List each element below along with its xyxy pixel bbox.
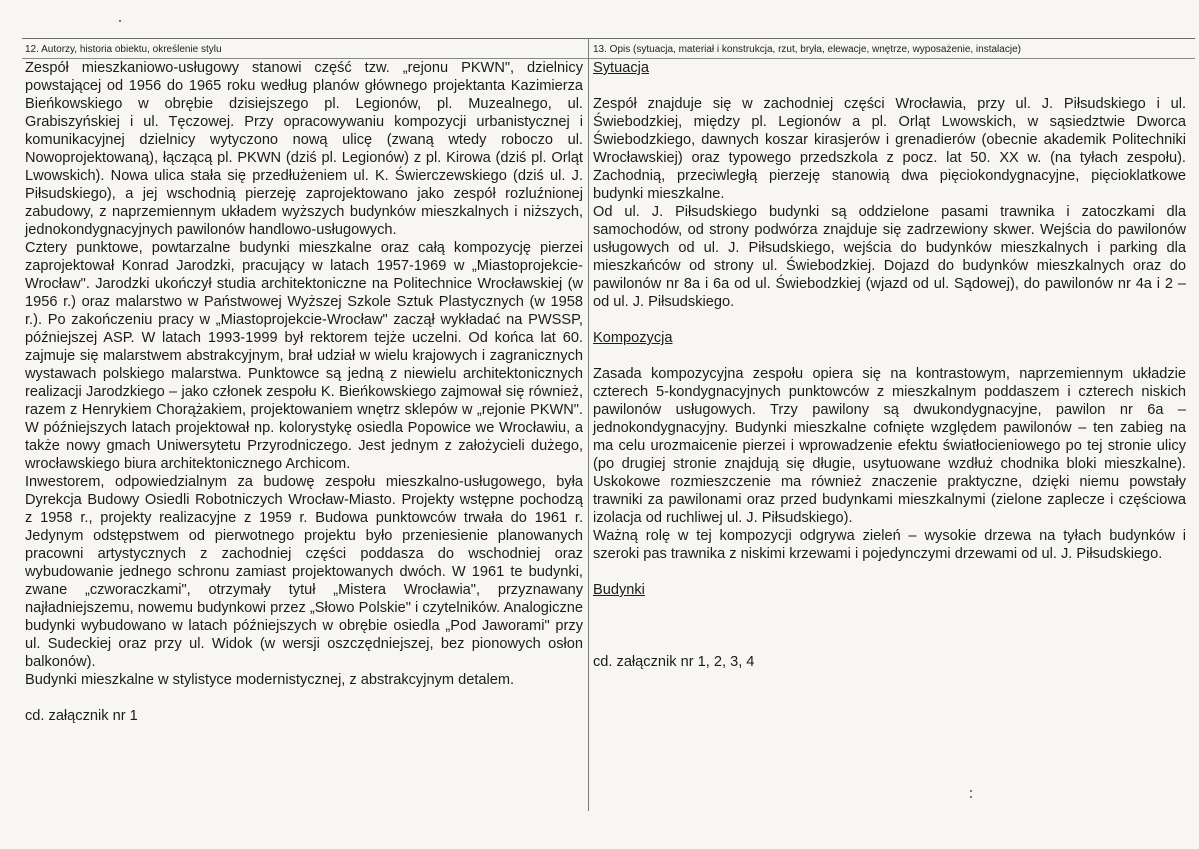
spacer: [593, 311, 1186, 329]
left-column-header: 12. Autorzy, historia obiektu, określenie stylu: [25, 44, 222, 55]
scan-speck: [119, 20, 121, 22]
authors-paragraph-district: Zespół mieszkaniowo-usługowy stanowi część tzw. „rejonu PKWN", dzielnicy powstającej od 1956 do 1965 roku według planów głównego projektanta Kazimierza Bieńkowskiego w obrębie dzisiejszego pl. Legionów, pl. Muzealnego, ul. Grabiszyńskiej i ul. Tęczowej. Przy opracowywaniu kompozycji urbanistycznej i komunikacyjnej dzielnicy wytyczono nową ulicę (zwaną wtedy roboczo ul. Nowoprojektowaną), łączącą pl. PKWN (dziś pl. Legionów) z pl. Kirowa (dziś pl. Orląt Lwowskich). Nowa ulica stała się przedłużeniem ul. K. Świerczewskiego (dziś ul. J. Piłsudskiego), a jej wschodnią pierzeję zaprojektowano jako zespół rozluźnionej zabudowy, z naprzemiennym układem wyższych budynków mieszkalnych i niższych, jednokondygnacyjnych pawilonów handlowo-usługowych.: [25, 60, 583, 238]
section-heading-budynki: Budynki: [593, 582, 645, 598]
section-heading-kompozycja: Kompozycja: [593, 330, 673, 346]
spacer: [593, 347, 1186, 365]
authors-paragraph-investor: Inwestorem, odpowiedzialnym za budowę zespołu mieszkalno-usługowego, była Dyrekcja Budowy Osiedli Robotniczych Wrocław-Miasto. Projekty wstępne pochodzą z 1958 r., projekty realizacyjne z 1959 r. Budowa punktowców trwała do 1961 r. Jedynym odstępstwem od pierwotnego projektu było przeniesienie planowanych pracowni artystycznych z zachodniej części poddasza do wschodniej oraz wybudowanie jednego schronu zamiast projektowanych dwóch. W 1961 te budynki, zwane „czworaczkami", otrzymały tytuł „Mistera Wrocławia", przyznawany najładniejszemu, nowemu budynkowi przez „Słowo Polskie" i czytelników. Analogiczne budynki wybudowano w latach późniejszych w obrębie osiedla „Pod Jaworami" przy ul. Sudeckiej oraz przy ul. Widok (w wersji oszczędniejszej, bez pionowych osłon balkonów).: [25, 474, 583, 670]
form-sheet: [22, 38, 1195, 818]
right-footnote: cd. załącznik nr 1, 2, 3, 4: [593, 654, 755, 670]
top-rule: [22, 38, 1195, 39]
column-divider: [588, 38, 589, 811]
kompozycja-paragraph-greenery: Ważną rolę w tej kompozycji odgrywa zieleń – wysokie drzewa na tyłach budynków i szeroki pas trawnika z niskimi krzewami i pojedynczymi drzewami od ul. J. Piłsudskiego.: [593, 528, 1186, 562]
sytuacja-paragraph-access: Od ul. J. Piłsudskiego budynki są oddzielone pasami trawnika i zatoczkami dla samochodów, od strony podwórza znajduje się zadrzewiony skwer. Wejścia do pawilonów usługowych od ul. J. Piłsudskiego, wejścia do budynków mieszkalnych i parking dla mieszkańców od strony ul. Świebodzkiej. Dojazd do budynków mieszkalnych oraz do pawilonów nr 8a i 6a od ul. Świebodzkiej (wjazd od ul. Sądowej), do pawilonów nr 4a i 2 – od ul. J. Piłsudskiego.: [593, 204, 1186, 310]
spacer: [593, 563, 1186, 581]
left-footnote: cd. załącznik nr 1: [25, 708, 138, 724]
spacer: [593, 599, 1186, 653]
style-paragraph: Budynki mieszkalne w stylistyce modernistycznej, z abstrakcyjnym detalem.: [25, 672, 515, 688]
left-column-body: [25, 59, 583, 725]
right-column-body: [593, 59, 1186, 671]
spacer: [25, 689, 583, 707]
right-column-header: 13. Opis (sytuacja, materiał i konstrukcja, rzut, bryła, elewacje, wnętrze, wyposażenie, instalacje): [593, 44, 1021, 55]
spacer: [593, 77, 1186, 95]
kompozycja-paragraph-principle: Zasada kompozycyjna zespołu opiera się na kontrastowym, naprzemiennym układzie czterech 5-kondygnacyjnych punktowców z mieszkalnym poddaszem i czterech niskich pawilonów usługowych. Trzy pawilony są dwukondygnacyjne, pawilon nr 6a – jednokondygnacyjny. Budynki mieszkalne cofnięte względem pawilonów – ten zabieg na ma celu urozmaicenie pierzei i wprowadzenie efektu światłocieniowego po tej stronie ulicy (po drugiej stronie znajdują się długie, usytuowane wzdłuż chodnika bloki mieszkalne). Uskokowe rozmieszczenie ma również znaczenie praktyczne, dzięki niemu powstały trawniki za pawilonami oraz przed budynkami mieszkalnymi (zielone zaplecze i częściowa izolacja od ruchliwej ul. J. Piłsudskiego).: [593, 366, 1186, 526]
section-heading-sytuacja: Sytuacja: [593, 60, 649, 76]
sytuacja-paragraph-location: Zespół znajduje się w zachodniej części Wrocławia, przy ul. J. Piłsudskiego i ul. Świebodzkiej, między pl. Legionów a pl. Orląt Lwowskich, w sąsiedztwie Dworca Świebodzkiego, dawnych koszar kirasjerów i grenadierów (obecnie akademik Politechniki Wrocławskiej) oraz typowego przedszkola z pocz. lat 50. XX w. (na tyłach zespołu). Zachodnią, przeciwległą pierzeję stanowią dwa pięciokondygnacyjne, pięcioklatkowe budynki mieszkalne.: [593, 96, 1186, 202]
authors-paragraph-jarodzki: Cztery punktowe, powtarzalne budynki mieszkalne oraz całą kompozycję pierzei zaprojektował Konrad Jarodzki, pracujący w latach 1957-1969 w „Miastoprojekcie-Wrocław". Jarodzki ukończył studia architektoniczne na Politechnice Wrocławskiej (w 1956 r.) oraz malarstwo w Państwowej Wyższej Szkole Sztuk Plastycznych (w 1958 r.). Po zakończeniu pracy w „Miastoprojekcie-Wrocław" zaczął wykładać na PWSSP, późniejszej ASP. W latach 1993-1999 był rektorem tejże uczelni. Od końca lat 60. zajmuje się malarstwem abstrakcyjnym, brał udział w wielu krajowych i zagranicznych wystawach polskiego malarstwa. Punktowce są jedną z niewielu architektonicznych realizacji Jarodzkiego – jako członek zespołu K. Bieńkowskiego zajmował się również, razem z Henrykiem Chorążakiem, projektowaniem wnętrz sklepów w „rejonie PKWN". W późniejszych latach projektował np. kolorystykę osiedla Popowice we Wrocławiu, a także nowy gmach Uniwersytetu Przyrodniczego. Jest jednym z założycieli dużego, wrocławskiego biura architektonicznego Archicom.: [25, 240, 583, 472]
